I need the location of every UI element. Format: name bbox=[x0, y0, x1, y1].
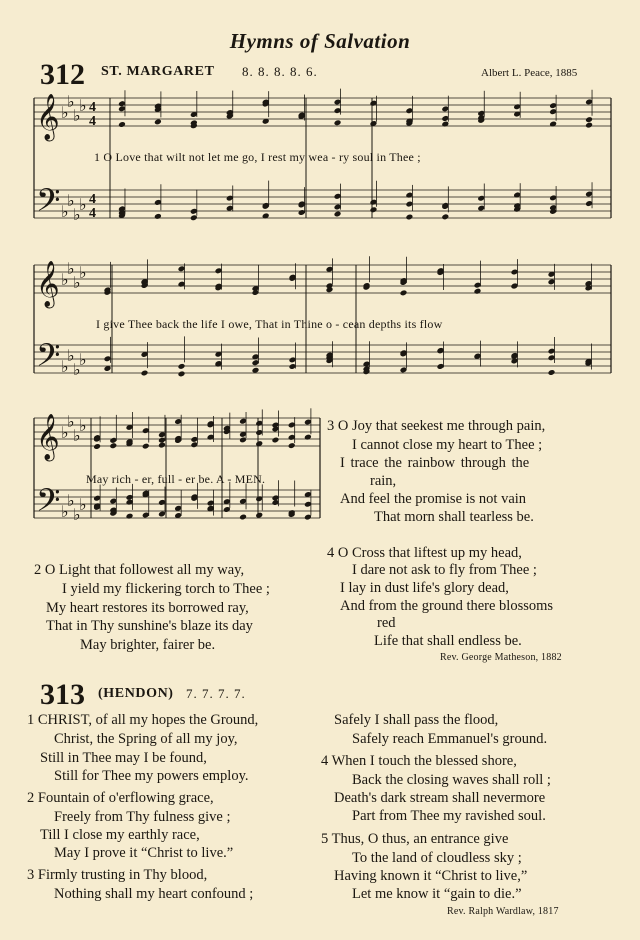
flat-icon: ♭ bbox=[61, 423, 69, 442]
note-head bbox=[118, 121, 126, 128]
verse-line: Let me know it “gain to die.” bbox=[352, 886, 522, 902]
time-signature: 4 bbox=[89, 114, 96, 129]
flat-icon: ♭ bbox=[79, 263, 87, 282]
note-head bbox=[93, 443, 101, 450]
tune-name-313: (HENDON) bbox=[98, 686, 174, 701]
verse-line: May brighter, fairer be. bbox=[80, 637, 216, 653]
verse-line: I cannot close my heart to Thee ; bbox=[352, 437, 543, 453]
time-signature: 4 bbox=[89, 192, 96, 207]
flat-icon: ♭ bbox=[79, 195, 87, 214]
flat-icon: ♭ bbox=[67, 346, 75, 365]
lyric-line-1: 1 O Love that wilt not let me go, I rest my wea - ry soul in Thee ; bbox=[94, 150, 421, 164]
note-head bbox=[178, 371, 186, 378]
note-head bbox=[126, 513, 134, 520]
flat-icon: ♭ bbox=[73, 505, 81, 524]
flat-icon: ♭ bbox=[61, 502, 69, 521]
flat-icon: ♭ bbox=[67, 92, 75, 111]
verse-line: Back the closing waves shall roll ; bbox=[352, 772, 551, 788]
author-credit-312: Rev. George Matheson, 1882 bbox=[440, 652, 562, 663]
flat-icon: ♭ bbox=[67, 412, 75, 431]
note-head bbox=[400, 289, 408, 296]
verse-line: I trace the rainbow through the bbox=[340, 455, 530, 471]
note-head bbox=[304, 434, 312, 441]
note-head bbox=[441, 213, 449, 220]
verse-line: 1 CHRIST, of all my hopes the Ground, bbox=[27, 712, 259, 728]
flat-icon: ♭ bbox=[67, 259, 75, 278]
hymn-number-313: 313 bbox=[40, 678, 85, 711]
verse-line: And from the ground there blossoms bbox=[340, 598, 554, 614]
note-head bbox=[548, 369, 556, 376]
verse-line: Nothing shall my heart confound ; bbox=[54, 886, 254, 902]
verse-line: I dare not ask to fly from Thee ; bbox=[352, 562, 537, 578]
verse-line: rain, bbox=[370, 473, 397, 489]
verse-line: Part from Thee my ravished soul. bbox=[352, 808, 546, 824]
verse-line: Having known it “Christ to live,” bbox=[334, 868, 528, 884]
flat-icon: ♭ bbox=[73, 205, 81, 224]
verse-line: 4 O Cross that liftest up my head, bbox=[327, 545, 522, 561]
verse-line: Safely reach Emmanuel's ground. bbox=[352, 731, 548, 747]
note-head bbox=[334, 211, 342, 218]
verse-line: May I prove it “Christ to live.” bbox=[54, 845, 234, 861]
verse-line: That in Thy sunshine's blaze its day bbox=[46, 618, 253, 634]
note-head bbox=[178, 363, 186, 370]
flat-icon: ♭ bbox=[79, 350, 87, 369]
bass-clef-icon: 𝄢 bbox=[36, 182, 61, 226]
flat-icon: ♭ bbox=[73, 106, 81, 125]
note-head bbox=[288, 442, 296, 449]
flat-icon: ♭ bbox=[79, 495, 87, 514]
flat-icon: ♭ bbox=[79, 416, 87, 435]
note-head bbox=[255, 512, 263, 519]
note-head bbox=[239, 514, 247, 521]
bass-clef-icon: 𝄢 bbox=[36, 482, 61, 526]
verse-line: Death's dark stream shall nevermore bbox=[334, 790, 546, 806]
verse-line: Christ, the Spring of all my joy, bbox=[54, 731, 238, 747]
note-head bbox=[405, 214, 413, 221]
verse-line: To the land of cloudless sky ; bbox=[352, 850, 522, 866]
flat-icon: ♭ bbox=[61, 357, 69, 376]
verse-line: 3 Firmly trusting in Thy blood, bbox=[27, 867, 208, 883]
bass-clef-icon: 𝄢 bbox=[36, 337, 61, 381]
flat-icon: ♭ bbox=[67, 191, 75, 210]
verse-line: My heart restores its borrowed ray, bbox=[46, 600, 249, 616]
verse-line: Still for Thee my powers employ. bbox=[54, 768, 249, 784]
note-head bbox=[141, 370, 149, 377]
note-head bbox=[158, 442, 166, 449]
verse-line: I yield my flickering torch to Thee ; bbox=[62, 581, 270, 597]
flat-icon: ♭ bbox=[79, 96, 87, 115]
verse-line: That morn shall tearless be. bbox=[374, 509, 534, 525]
note-head bbox=[370, 206, 378, 213]
time-signature: 4 bbox=[89, 206, 96, 221]
flat-icon: ♭ bbox=[73, 426, 81, 445]
verse-line: Life that shall endless be. bbox=[374, 633, 522, 649]
verse-line: I lay in dust life's glory dead, bbox=[340, 580, 509, 596]
note-head bbox=[585, 122, 593, 129]
flat-icon: ♭ bbox=[61, 202, 69, 221]
flat-icon: ♭ bbox=[67, 491, 75, 510]
time-signature: 4 bbox=[89, 100, 96, 115]
verse-line: Freely from Thy fulness give ; bbox=[54, 809, 231, 825]
verse-line: 2 Fountain of o'erflowing grace, bbox=[27, 790, 214, 806]
note-head bbox=[154, 213, 162, 220]
flat-icon: ♭ bbox=[73, 273, 81, 292]
note-head bbox=[142, 443, 150, 450]
note-head bbox=[474, 288, 482, 295]
author-credit-313: Rev. Ralph Wardlaw, 1817 bbox=[447, 906, 559, 917]
page-title: Hymns of Salvation bbox=[229, 29, 411, 53]
note-head bbox=[154, 118, 162, 125]
verse-line: Still in Thee may I be found, bbox=[40, 750, 207, 766]
note-head bbox=[272, 437, 280, 444]
tune-name-312: ST. MARGARET bbox=[101, 64, 215, 79]
note-head bbox=[109, 442, 117, 449]
lyric-line-2: I give Thee back the life I owe, That in Thine o - cean depths its flow bbox=[96, 317, 443, 331]
verse-line: Safely I shall pass the flood, bbox=[334, 712, 499, 728]
verse-line: 2 O Light that followest all my way, bbox=[34, 562, 245, 578]
lyric-line-3: May rich - er, full - er be. A - MEN. bbox=[86, 472, 266, 486]
flat-icon: ♭ bbox=[61, 103, 69, 122]
meter-313: 7. 7. 7. 7. bbox=[186, 686, 246, 701]
verse-line: 5 Thus, O thus, an entrance give bbox=[321, 831, 509, 847]
note-head bbox=[334, 119, 342, 126]
treble-clef-icon: 𝄞 bbox=[36, 261, 60, 307]
verse-line: red bbox=[377, 615, 396, 631]
treble-clef-icon: 𝄞 bbox=[36, 414, 60, 460]
flat-icon: ♭ bbox=[61, 270, 69, 289]
meter-312: 8. 8. 8. 8. 6. bbox=[242, 64, 318, 79]
verse-line: Till I close my earthly race, bbox=[40, 827, 200, 843]
treble-clef-icon: 𝄞 bbox=[36, 94, 60, 140]
note-head bbox=[585, 116, 593, 123]
verse-line: And feel the promise is not vain bbox=[340, 491, 527, 507]
verse-line: 4 When I touch the blessed shore, bbox=[321, 753, 517, 769]
hymn-number-312: 312 bbox=[40, 58, 85, 91]
verse-line: 3 O Joy that seekest me through pain, bbox=[327, 418, 546, 434]
composer-credit: Albert L. Peace, 1885 bbox=[481, 67, 578, 79]
flat-icon: ♭ bbox=[73, 360, 81, 379]
